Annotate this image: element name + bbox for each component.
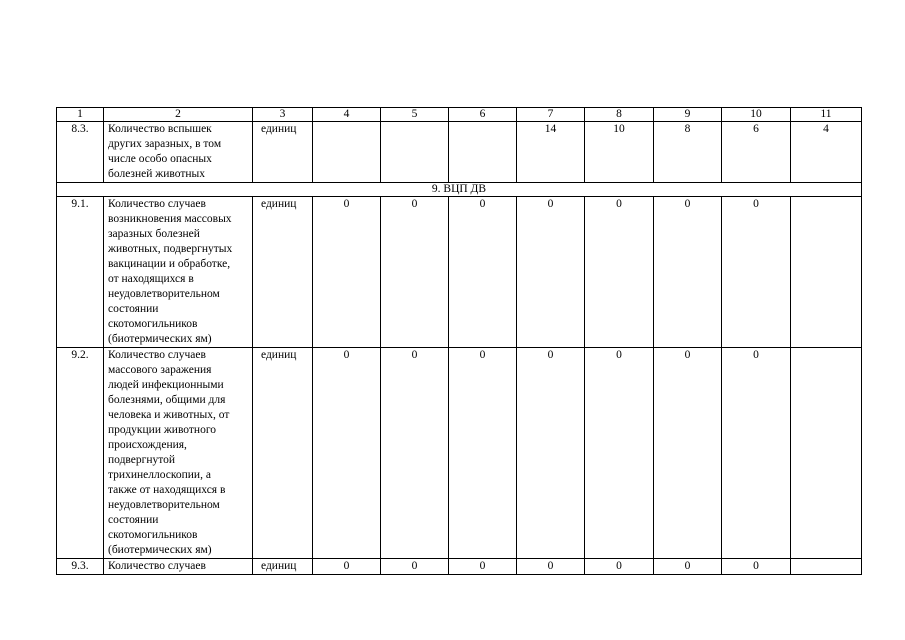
row-number: 9.3. [57, 559, 104, 575]
row-description [104, 197, 253, 348]
value-cell [381, 122, 449, 183]
description-line: состоянии [108, 303, 159, 315]
column-header: 3 [253, 108, 313, 122]
section-title: 9. ВЦП ДВ [57, 183, 862, 197]
value-cell [449, 122, 517, 183]
description-line: Количество вспышек [108, 123, 212, 135]
row-unit: единиц [253, 122, 313, 183]
description-line: числе особо опасных [108, 153, 212, 165]
value-cell: 0 [449, 348, 517, 559]
column-header: 10 [722, 108, 791, 122]
value-cell: 0 [313, 559, 381, 575]
column-header: 6 [449, 108, 517, 122]
value-cell: 10 [585, 122, 654, 183]
value-cell [313, 122, 381, 183]
value-cell: 8 [654, 122, 722, 183]
table-row [57, 122, 862, 183]
value-cell: 0 [585, 197, 654, 348]
description-line: продукции животного [108, 424, 217, 436]
description-line: скотомогильников [108, 529, 198, 541]
value-cell: 0 [517, 348, 585, 559]
description-line: также от находящихся в [108, 484, 226, 496]
description-line: людей инфекционными [108, 379, 224, 391]
value-cell: 0 [585, 348, 654, 559]
description-line: трихинеллоскопии, а [108, 469, 211, 481]
value-cell: 0 [722, 348, 791, 559]
table-row [57, 197, 862, 348]
description-line: (биотермических ям) [108, 333, 212, 345]
description-line: вакцинации и обработке, [108, 258, 231, 270]
column-header: 9 [654, 108, 722, 122]
value-cell: 0 [517, 559, 585, 575]
row-number: 9.1. [57, 197, 104, 348]
description-line: подвергнутой [108, 454, 176, 466]
description-line: неудовлетворительном [108, 288, 220, 300]
header-row [57, 108, 862, 122]
value-cell: 0 [381, 197, 449, 348]
row-description [104, 348, 253, 559]
section-row [57, 183, 862, 197]
row-description [104, 122, 253, 183]
description-line: от находящихся в [108, 273, 194, 285]
value-cell: 0 [722, 559, 791, 575]
column-header: 2 [104, 108, 253, 122]
value-cell: 0 [585, 559, 654, 575]
table-row [57, 559, 862, 575]
value-cell [791, 559, 862, 575]
row-unit: единиц [253, 559, 313, 575]
value-cell: 0 [449, 559, 517, 575]
value-cell [791, 348, 862, 559]
value-cell: 0 [449, 197, 517, 348]
value-cell: 0 [722, 197, 791, 348]
table-row [57, 348, 862, 559]
value-cell: 0 [313, 348, 381, 559]
description-line: Количество случаев [108, 560, 206, 572]
description-line: человека и животных, от [108, 409, 230, 421]
description-line: происхождения, [108, 439, 187, 451]
description-line: заразных болезней [108, 228, 200, 240]
value-cell: 6 [722, 122, 791, 183]
value-cell: 0 [381, 348, 449, 559]
row-number: 8.3. [57, 122, 104, 183]
description-line: других заразных, в том [108, 138, 222, 150]
description-line: животных, подвергнутых [108, 243, 233, 255]
column-header: 8 [585, 108, 654, 122]
value-cell: 0 [654, 197, 722, 348]
value-cell: 14 [517, 122, 585, 183]
column-header: 5 [381, 108, 449, 122]
value-cell: 0 [517, 197, 585, 348]
description-line: состоянии [108, 514, 159, 526]
row-number: 9.2. [57, 348, 104, 559]
indicators-table [56, 107, 862, 575]
description-line: возникновения массовых [108, 213, 232, 225]
column-header: 4 [313, 108, 381, 122]
column-header: 11 [791, 108, 862, 122]
value-cell: 4 [791, 122, 862, 183]
description-line: (биотермических ям) [108, 544, 212, 556]
value-cell: 0 [654, 559, 722, 575]
column-header: 1 [57, 108, 104, 122]
value-cell: 0 [381, 559, 449, 575]
description-line: болезнями, общими для [108, 394, 226, 406]
value-cell [791, 197, 862, 348]
description-line: неудовлетворительном [108, 499, 220, 511]
column-header: 7 [517, 108, 585, 122]
description-line: Количество случаев [108, 198, 206, 210]
value-cell: 0 [654, 348, 722, 559]
row-unit: единиц [253, 197, 313, 348]
description-line: массового заражения [108, 364, 212, 376]
description-line: болезней животных [108, 168, 205, 180]
row-unit: единиц [253, 348, 313, 559]
value-cell: 0 [313, 197, 381, 348]
row-description [104, 559, 253, 575]
description-line: скотомогильников [108, 318, 198, 330]
description-line: Количество случаев [108, 349, 206, 361]
